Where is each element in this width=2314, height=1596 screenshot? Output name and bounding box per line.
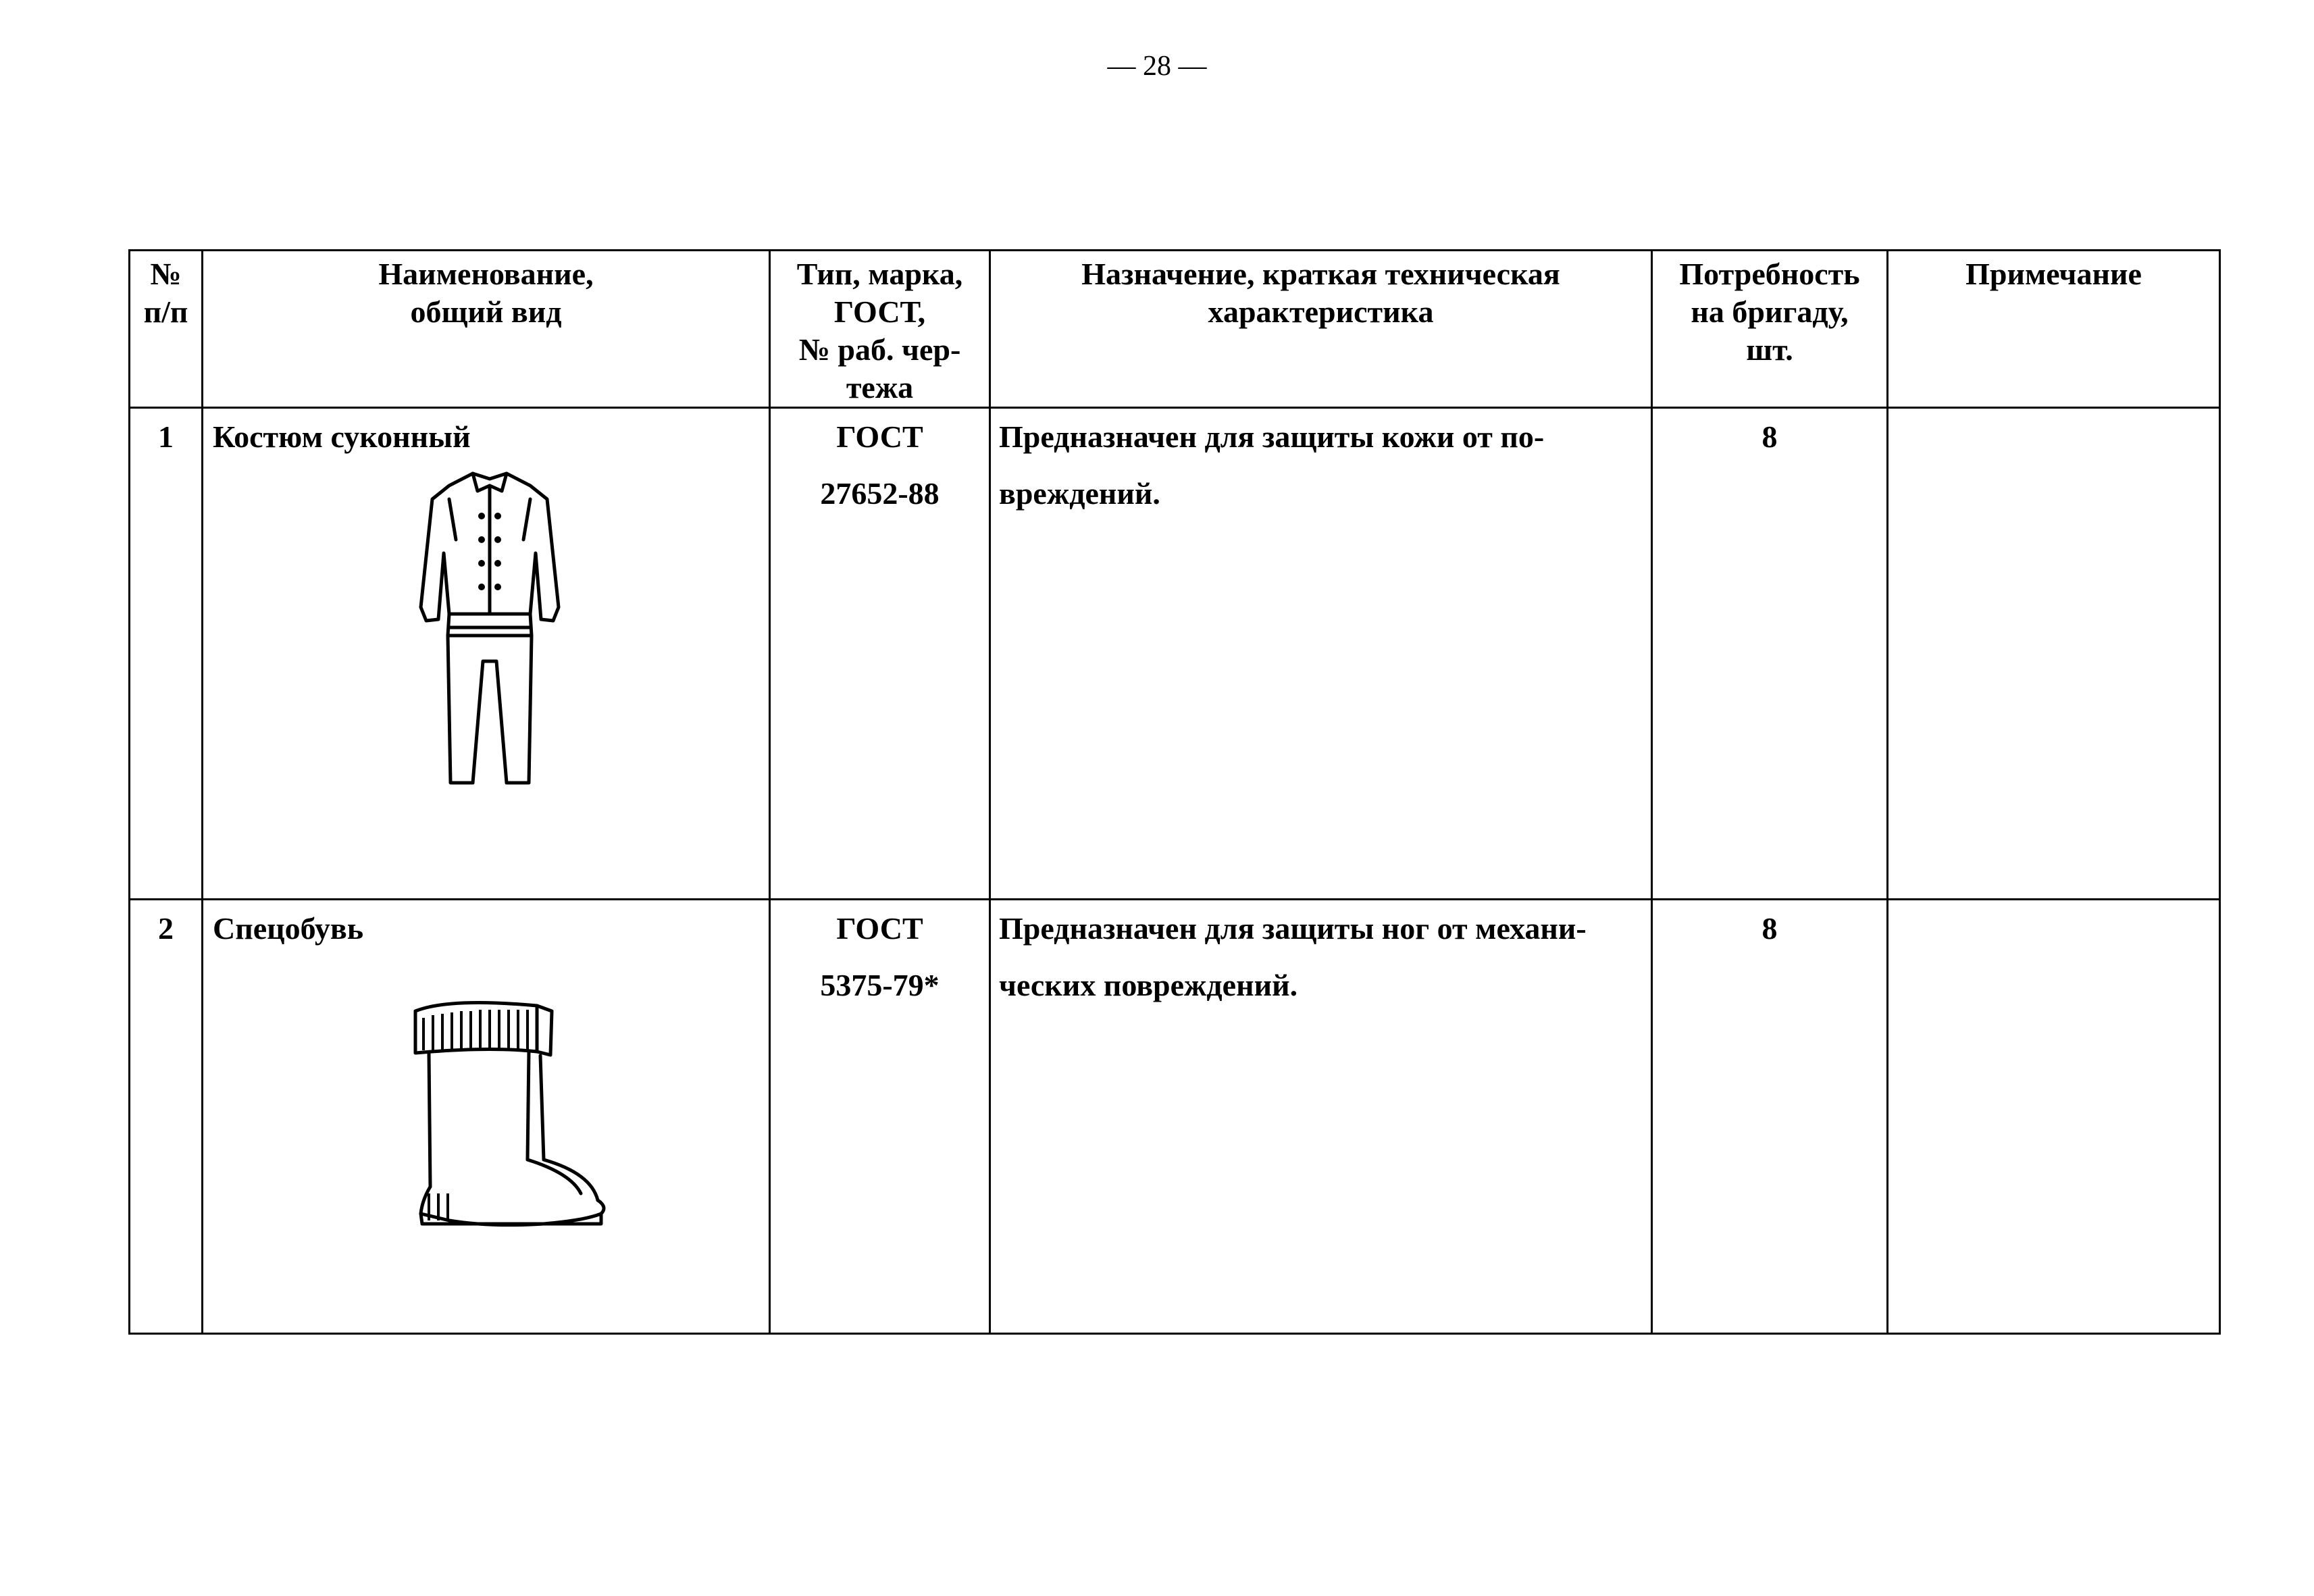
row-type-line: 27652-88: [820, 476, 940, 511]
header-line: тежа: [846, 370, 914, 405]
table-row: [130, 408, 2220, 900]
header-purpose: [990, 251, 1652, 408]
row-type-line: ГОСТ: [836, 419, 923, 454]
header-type: [770, 251, 990, 408]
header-line: № раб. чер-: [798, 332, 961, 367]
row-num: 1: [130, 408, 203, 900]
header-line: ГОСТ,: [833, 294, 926, 329]
row-name-cell: [203, 408, 770, 900]
row-type-line: ГОСТ: [836, 911, 923, 946]
header-line: Назначение, краткая техническая: [1081, 257, 1560, 291]
row-need: 8: [1652, 900, 1888, 1334]
row-type: [770, 900, 990, 1334]
header-name: [203, 251, 770, 408]
row-name-cell: [203, 900, 770, 1334]
equipment-table: [128, 249, 2221, 1335]
header-line: на бригаду,: [1691, 294, 1849, 329]
table-header-row: [130, 251, 2220, 408]
header-line: характеристика: [1208, 294, 1434, 329]
header-line: общий вид: [410, 294, 562, 329]
row-purpose-line: ческих повреждений.: [999, 968, 1298, 1002]
header-line: Тип, марка,: [796, 257, 963, 291]
cloth-suit-icon: [409, 459, 571, 790]
row-purpose: [990, 408, 1652, 900]
header-line: Наименование,: [378, 257, 594, 291]
row-type-line: 5375-79*: [820, 968, 940, 1002]
header-line: п/п: [143, 294, 188, 329]
header-num: [130, 251, 203, 408]
row-type: [770, 408, 990, 900]
header-note: [1888, 251, 2220, 408]
header-line: Примечание: [1965, 257, 2142, 291]
row-purpose-line: Предназначен для защиты кожи от по-: [999, 419, 1545, 454]
row-need: 8: [1652, 408, 1888, 900]
row-purpose-line: Предназначен для защиты ног от механи-: [999, 911, 1587, 946]
header-line: №: [150, 257, 182, 291]
row-purpose: [990, 900, 1652, 1334]
row-name: Костюм суконный: [213, 419, 471, 454]
table-row: [130, 900, 2220, 1334]
page-number: — 28 —: [1107, 51, 1207, 82]
header-line: Потребность: [1679, 257, 1860, 291]
header-need: [1652, 251, 1888, 408]
felt-boot-icon: [409, 991, 611, 1234]
header-line: шт.: [1746, 332, 1793, 367]
row-num: 2: [130, 900, 203, 1334]
row-name: Спецобувь: [213, 911, 364, 946]
row-note: [1888, 408, 2220, 900]
row-note: [1888, 900, 2220, 1334]
row-purpose-line: вреждений.: [999, 476, 1160, 511]
